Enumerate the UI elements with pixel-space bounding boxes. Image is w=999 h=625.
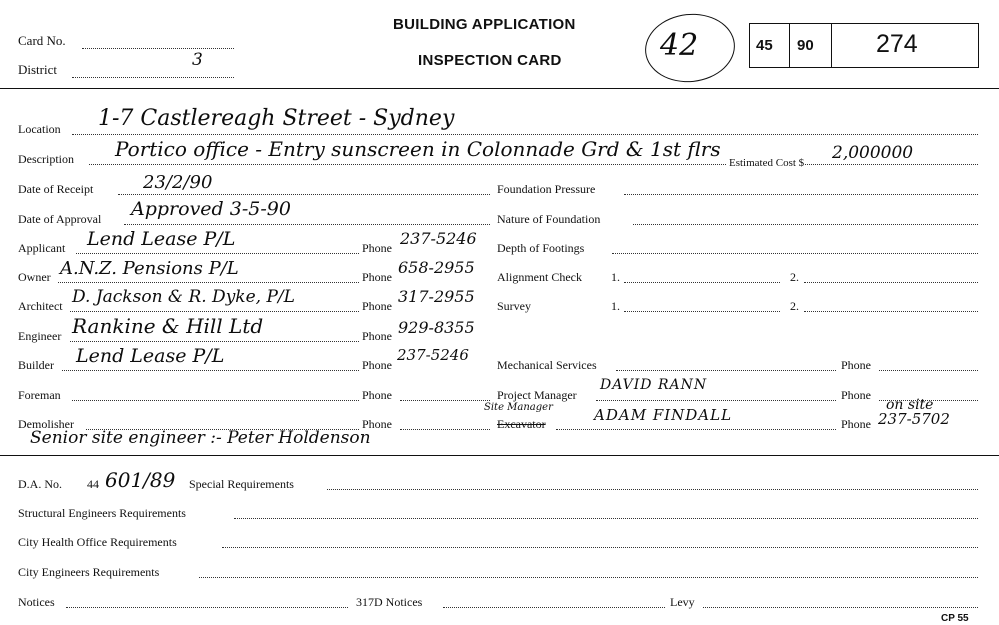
mechanical-phone-line — [879, 370, 978, 371]
date-of-receipt-value: 23/2/90 — [143, 172, 213, 193]
city-engineers-line — [199, 577, 978, 578]
levy-line — [703, 607, 978, 608]
district-value: 3 — [192, 50, 203, 70]
owner-line — [58, 282, 359, 283]
alignment-check-line-1 — [624, 282, 780, 283]
levy-label: Levy — [670, 595, 695, 609]
foundation-pressure-label: Foundation Pressure — [497, 182, 596, 196]
owner-phone: 658-2955 — [398, 258, 475, 277]
mechanical-services-line — [616, 370, 836, 371]
structural-engineers-label: Structural Engineers Requirements — [18, 506, 186, 520]
senior-engineer-note: Senior site engineer :- Peter Holdenson — [30, 428, 371, 448]
engineer-label: Engineer — [18, 329, 62, 343]
notices-317d-label: 317D Notices — [356, 595, 423, 609]
on-site-note: on site — [886, 397, 934, 413]
architect-phone: 317-2955 — [398, 287, 475, 306]
applicant-phone-label: Phone — [362, 241, 392, 255]
card-no-label: Card No. — [18, 33, 66, 48]
site-manager-value: ADAM FINDALL — [594, 406, 733, 424]
engineer-value: Rankine & Hill Ltd — [72, 314, 264, 338]
location-label: Location — [18, 122, 61, 136]
builder-line — [62, 370, 359, 371]
excavator-line — [556, 429, 836, 430]
foreman-label: Foreman — [18, 388, 61, 402]
builder-value: Lend Lease P/L — [76, 345, 225, 367]
architect-value: D. Jackson & R. Dyke, P/L — [72, 287, 295, 307]
title-building-application: BUILDING APPLICATION — [393, 16, 576, 33]
special-requirements-label: Special Requirements — [189, 477, 294, 491]
title-inspection-card: INSPECTION CARD — [418, 52, 562, 69]
project-manager-label: Project Manager — [497, 388, 577, 402]
foreman-phone-line — [400, 400, 490, 401]
survey-num-2: 2. — [790, 299, 799, 313]
project-manager-line — [596, 400, 836, 401]
excavator-label: Excavator — [497, 417, 546, 431]
engineer-phone: 929-8355 — [398, 318, 475, 337]
alignment-check-num-1: 1. — [611, 270, 620, 284]
survey-line-2 — [804, 311, 978, 312]
alignment-check-num-2: 2. — [790, 270, 799, 284]
project-manager-value: DAVID RANN — [600, 377, 708, 393]
divider-top — [0, 88, 999, 89]
demolisher-phone-label: Phone — [362, 417, 392, 431]
ref-box-1: 45 — [756, 37, 773, 54]
builder-label: Builder — [18, 358, 54, 372]
form-code: CP 55 — [941, 613, 969, 624]
foreman-line — [72, 400, 359, 401]
depth-of-footings-line — [612, 253, 978, 254]
estimated-cost-label: Estimated Cost $ — [729, 157, 805, 169]
city-engineers-label: City Engineers Requirements — [18, 565, 160, 579]
engineer-phone-label: Phone — [362, 329, 392, 343]
circled-number: 42 — [660, 28, 699, 63]
date-of-approval-value: Approved 3-5-90 — [131, 198, 291, 220]
ref-box-3: 274 — [876, 30, 918, 58]
architect-line — [70, 311, 359, 312]
site-phone: 237-5702 — [878, 410, 950, 428]
survey-num-1: 1. — [611, 299, 620, 313]
applicant-line — [76, 253, 359, 254]
nature-of-foundation-label: Nature of Foundation — [497, 212, 601, 226]
foundation-pressure-line — [624, 194, 978, 195]
builder-phone: 237-5246 — [397, 346, 469, 364]
reference-box — [749, 23, 979, 68]
date-of-receipt-line — [118, 194, 490, 195]
architect-label: Architect — [18, 299, 63, 313]
nature-of-foundation-line — [633, 224, 978, 225]
engineer-line — [70, 341, 359, 342]
date-of-approval-label: Date of Approval — [18, 212, 102, 226]
description-value: Portico office - Entry sunscreen in Colonnade Grd & 1st flrs — [115, 137, 721, 161]
owner-phone-label: Phone — [362, 270, 392, 284]
site-manager-label: Site Manager — [484, 402, 553, 413]
mechanical-phone-label: Phone — [841, 358, 871, 372]
applicant-value: Lend Lease P/L — [87, 228, 236, 250]
alignment-check-line-2 — [804, 282, 978, 283]
ref-divider-1 — [789, 24, 790, 68]
city-health-line — [222, 547, 978, 548]
survey-label: Survey — [497, 299, 531, 313]
architect-phone-label: Phone — [362, 299, 392, 313]
mechanical-services-label: Mechanical Services — [497, 358, 597, 372]
applicant-label: Applicant — [18, 241, 66, 255]
estimated-cost-value: 2,000000 — [832, 143, 914, 163]
demolisher-phone-line — [400, 429, 490, 430]
owner-value: A.N.Z. Pensions P/L — [60, 258, 239, 279]
description-label: Description — [18, 152, 74, 166]
structural-engineers-line — [234, 518, 978, 519]
district-label: District — [18, 62, 57, 77]
depth-of-footings-label: Depth of Footings — [497, 241, 585, 255]
notices-label: Notices — [18, 595, 55, 609]
notices-line — [66, 607, 348, 608]
location-value: 1-7 Castlereagh Street - Sydney — [98, 106, 455, 131]
description-line — [89, 164, 978, 165]
ref-box-2: 90 — [797, 37, 814, 54]
special-requirements-line — [327, 489, 978, 490]
alignment-check-label: Alignment Check — [497, 270, 582, 284]
da-value: 601/89 — [105, 468, 176, 492]
builder-phone-label: Phone — [362, 358, 392, 372]
date-of-approval-line — [124, 224, 490, 225]
da-no-label: D.A. No. — [18, 477, 62, 491]
survey-line-1 — [624, 311, 780, 312]
district-line — [72, 77, 234, 78]
owner-label: Owner — [18, 270, 51, 284]
date-of-receipt-label: Date of Receipt — [18, 182, 94, 196]
da-prefix: 44 — [87, 477, 99, 491]
project-manager-phone-label: Phone — [841, 388, 871, 402]
foreman-phone-label: Phone — [362, 388, 392, 402]
divider-bottom — [0, 455, 999, 456]
site-phone-label: Phone — [841, 417, 871, 431]
city-health-label: City Health Office Requirements — [18, 535, 177, 549]
ref-divider-2 — [831, 24, 832, 68]
applicant-phone: 237-5246 — [400, 229, 477, 248]
demolisher-label: Demolisher — [18, 417, 74, 431]
location-line — [72, 134, 978, 135]
notices-317d-line — [443, 607, 665, 608]
card-no-line — [82, 48, 234, 49]
